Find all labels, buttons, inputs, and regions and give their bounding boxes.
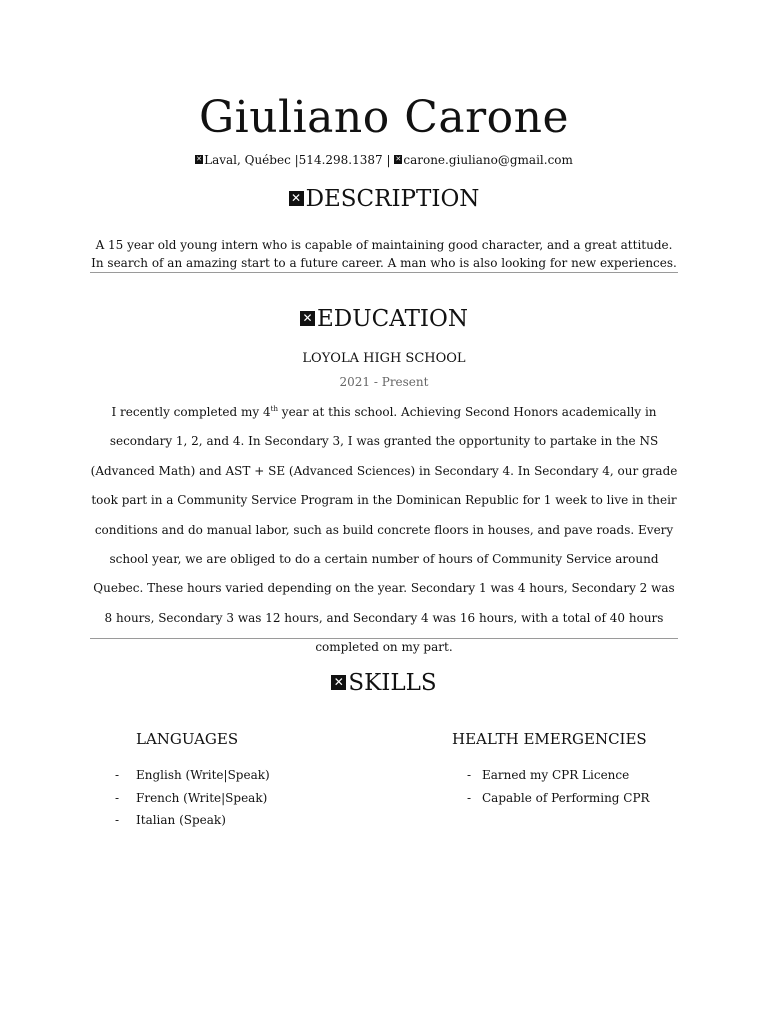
education-heading-label: EDUCATION — [317, 306, 468, 332]
section-icon: ✕ — [300, 311, 315, 326]
languages-column — [112, 730, 270, 832]
contact-separator: | — [294, 153, 299, 167]
email-icon: ✕ — [395, 155, 402, 163]
section-icon: ✕ — [331, 675, 346, 690]
bullet-dash: - — [466, 768, 472, 782]
school-name: LOYOLA HIGH SCHOOL — [302, 351, 466, 366]
education-text-start: I recently completed my 4 — [111, 405, 271, 419]
list-item-label: French (Write|Speak) — [136, 790, 268, 805]
section-divider — [90, 272, 678, 273]
list-item — [452, 787, 650, 810]
bullet-dash: - — [114, 768, 120, 782]
bullet-dash: - — [114, 790, 120, 805]
education-heading — [0, 306, 768, 332]
description-heading — [0, 186, 768, 212]
list-item — [112, 764, 270, 787]
contact-location: Laval, Québec — [204, 153, 291, 167]
list-item-label: Earned my CPR Licence — [482, 768, 630, 782]
health-title: HEALTH EMERGENCIES — [452, 730, 647, 748]
location-icon: ✕ — [196, 155, 203, 163]
bullet-dash: - — [114, 813, 120, 827]
bullet-dash: - — [466, 790, 472, 805]
contact-phone: 514.298.1387 — [298, 153, 383, 167]
list-item — [112, 787, 270, 810]
list-item — [112, 809, 270, 832]
school-years: 2021 - Present — [339, 375, 429, 389]
education-text-rest: year at this school. Achieving Second Honors academically in secondary 1, 2, and 4. In Secondary 3, I was granted the opportunity to partake in the NS (Advanced Math) and AST + SE (Advanced Sciences) in Secondary 4. In Secondary 4, our grade took part in a Community Service Program in the Dominican Republic for 1 week to live in their conditions and do manual labor, such as build concrete floors in houses, and pave roads. Every school year, we are obliged to do a certain number of hours of Community Service around Quebec. These hours varied depending on the year. Secondary 1 was 4 hours, Secondary 2 was 8 hours, Secondary 3 was 12 hours, and Secondary 4 was 16 hours, with a total of 40 hours completed on my part. — [90, 405, 678, 655]
education-text — [88, 398, 680, 663]
list-item — [452, 764, 650, 787]
list-item-label: Capable of Performing CPR — [482, 790, 650, 805]
languages-list — [112, 764, 270, 832]
languages-title: LANGUAGES — [136, 730, 239, 748]
list-item-label: Italian (Speak) — [136, 813, 226, 827]
contact-email[interactable]: carone.giuliano@gmail.com — [403, 153, 573, 167]
description-heading-label: DESCRIPTION — [305, 186, 480, 212]
resume-name: Giuliano Carone — [198, 92, 570, 143]
section-icon: ✕ — [289, 191, 304, 206]
health-list — [452, 764, 650, 809]
list-item-label: English (Write|Speak) — [136, 768, 270, 782]
section-divider — [90, 638, 678, 639]
ordinal-suffix: th — [270, 405, 278, 413]
contact-separator: | — [386, 153, 391, 167]
skills-heading-label: SKILLS — [348, 670, 437, 696]
health-column — [452, 730, 650, 809]
description-text: A 15 year old young intern who is capable of maintaining good character, and a great attitude. In search of an amazing start to a future career. A man who is also looking for new experiences. — [91, 238, 677, 270]
contact-line — [0, 153, 768, 167]
skills-heading — [0, 670, 768, 696]
